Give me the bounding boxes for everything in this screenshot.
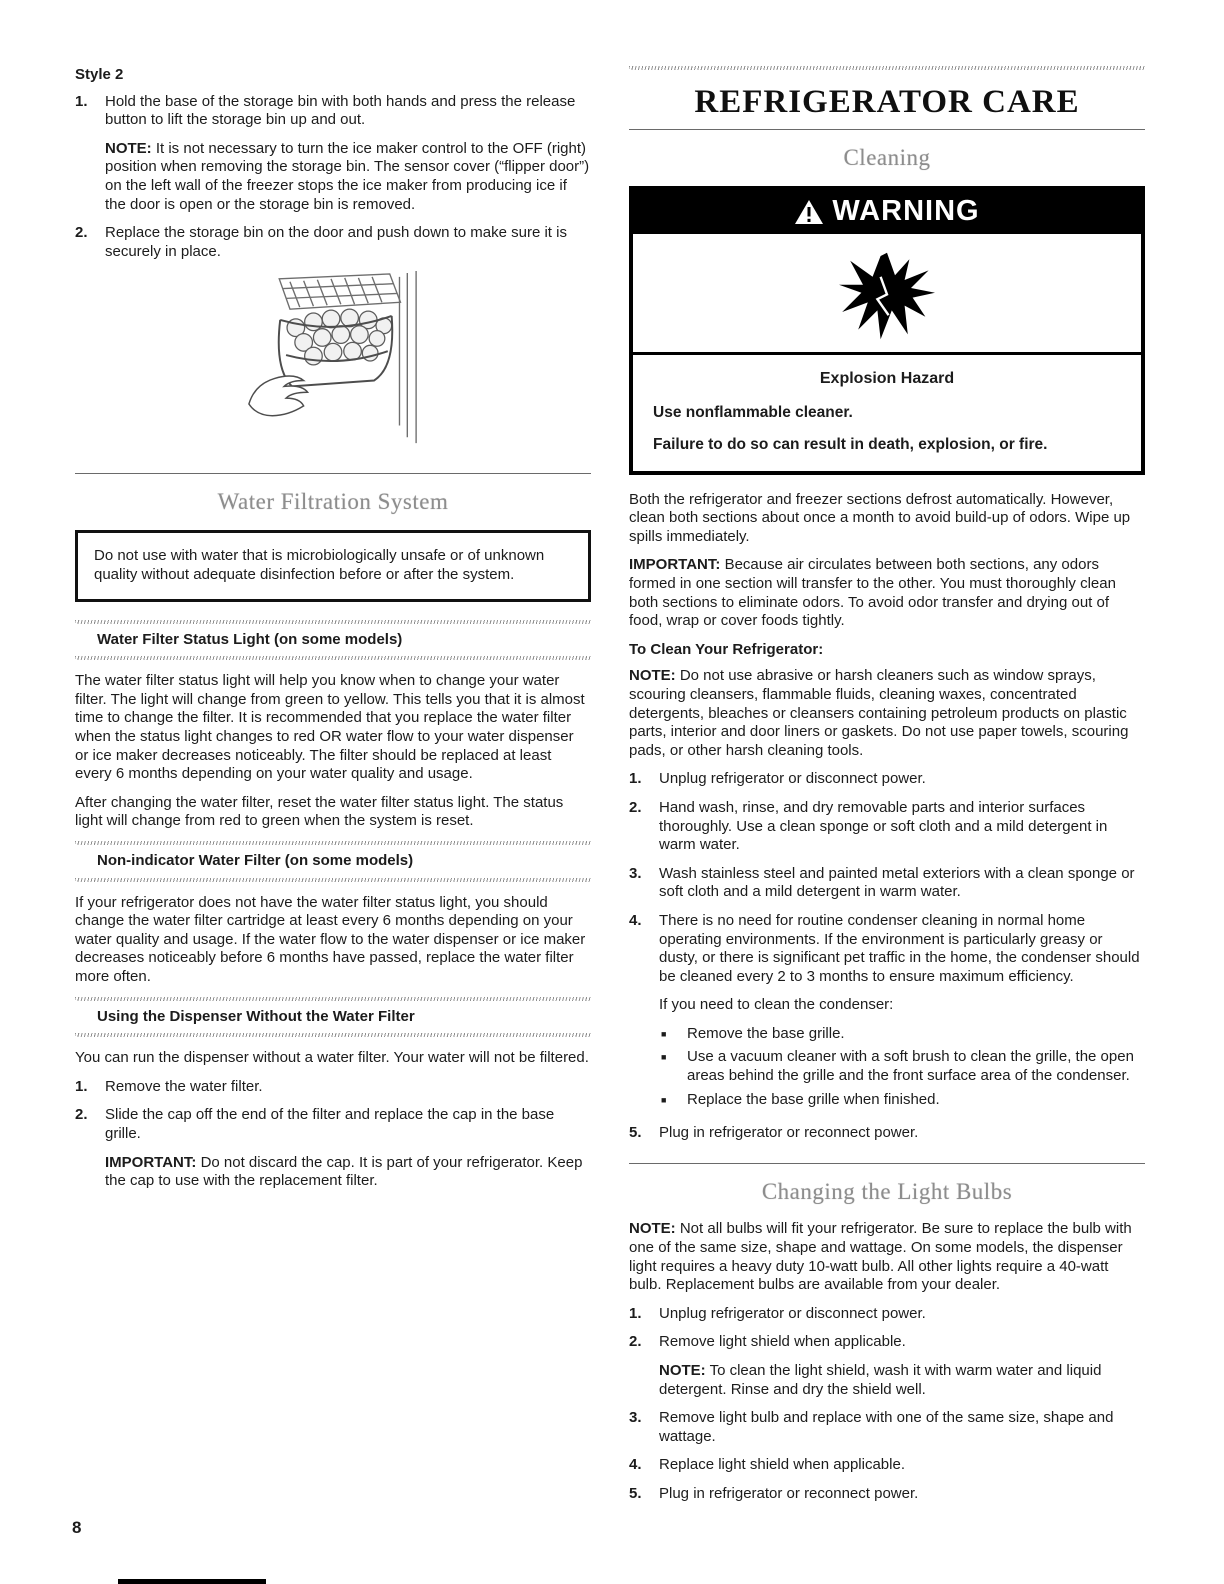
step-body: [659, 1409, 1145, 1446]
right-column: [629, 66, 1145, 1514]
note-label: NOTE:: [629, 667, 676, 685]
warning-line: Failure to do so can result in death, explosion, or fire.: [653, 436, 1048, 454]
square-bullet-icon: [661, 1091, 687, 1110]
step-number: 2.: [629, 798, 642, 816]
step-body: [105, 1106, 591, 1190]
important-paragraph: [105, 1154, 591, 1191]
step-body: [659, 912, 1145, 1114]
warning-triangle-icon: [794, 199, 824, 225]
divider: [629, 1163, 1145, 1164]
storage-bin-illustration: [75, 271, 591, 453]
step-text: Remove light shield when applicable.: [659, 1333, 906, 1351]
square-bullet-icon: [661, 1025, 687, 1044]
page-number: 8: [72, 1517, 82, 1537]
important-text: Because air circulates between both sections, any odors formed in one section will transfer to the other. You must thoroughly clean both sections to eliminate odors. To avoid odor transfer and drying out of food, wrap or cover foods tightly.: [629, 556, 1116, 630]
warning-header-label: WARNING: [832, 195, 980, 228]
note-text: Not all bulbs will fit your refrigerator. Be sure to replace the bulb with one of the same size, shape and wattage. On some models, the dispenser light requires a heavy duty 10-watt bulb. All other lights require a 40-watt bulb. Replacement bulbs are available from your dealer.: [629, 1220, 1132, 1294]
step-item: [75, 93, 591, 215]
note-text: It is not necessary to turn the ice maker control to the OFF (right) position when removing the storage bin. The sensor cover (“flipper door”) on the left wall of the freezer stops the ice maker from producing ice if the door is open or the storage bin is removed.: [105, 139, 590, 213]
step-text: There is no need for routine condenser cleaning in normal home operating environments. If the environment is particularly greasy or dusty, or there is significant pet traffic in the home, the condenser should be cleaned every 2 to 3 months to ensure maximum efficiency.: [659, 911, 1140, 985]
step-text: Wash stainless steel and painted metal exteriors with a clean sponge or soft cloth and a mild detergent in warm water.: [659, 864, 1135, 901]
step-body: [659, 770, 1145, 789]
step-body: [105, 224, 591, 261]
step-item: [629, 1124, 1145, 1143]
warning-body: [633, 355, 1141, 470]
step-number: 1.: [629, 1304, 642, 1322]
step-number: 2.: [75, 224, 88, 242]
status-light-heading: Water Filter Status Light (on some models): [97, 630, 403, 648]
explosion-icon: [839, 250, 935, 342]
step-body: [105, 93, 591, 215]
step-number: 4.: [629, 1456, 642, 1474]
refrigerator-care-title: REFRIGERATOR CARE: [694, 84, 1080, 120]
important-text: Do not discard the cap. It is part of your refrigerator. Keep the cap to use with the replacement filter.: [105, 1153, 583, 1190]
hatch-divider: [75, 878, 591, 882]
step-text: Hand wash, rinse, and dry removable parts and interior surfaces thoroughly. Use a clean sponge or soft cloth and a mild detergent in warm water.: [659, 798, 1108, 854]
step-item: [75, 224, 591, 261]
step-item: [629, 770, 1145, 789]
non-indicator-heading: Non-indicator Water Filter (on some models): [97, 851, 414, 869]
left-column: [75, 66, 591, 1514]
step-item: [629, 1305, 1145, 1324]
step-number: 3.: [629, 1409, 642, 1427]
warning-header-bar: [633, 190, 1141, 234]
two-column-layout: [75, 66, 1144, 1514]
note-paragraph: [629, 1220, 1145, 1294]
step-text: Hold the base of the storage bin with both hands and press the release button to lift the storage bin up and out.: [105, 92, 576, 129]
explosion-icon-area: [633, 234, 1141, 355]
step-number: 1.: [75, 92, 88, 110]
paragraph: Both the refrigerator and freezer sections defrost automatically. However, clean both sections about once a month to avoid build-up of odors. Wipe up spills immediately.: [629, 490, 1131, 545]
bullet-item: [659, 1025, 1145, 1044]
step-text: Remove the water filter.: [105, 1077, 263, 1095]
note-text: Do not use abrasive or harsh cleaners such as window sprays, scouring cleansers, flammable fluids, cleaning waxes, concentrated detergents, bleaches or cleansers containing petroleum products on plastic parts, interior and door liners or gaskets. Do not use paper towels, scouring pads, or other harsh cleaning tools.: [629, 667, 1129, 759]
step-item: [629, 865, 1145, 902]
step-number: 2.: [75, 1106, 88, 1124]
divider: [75, 473, 591, 474]
dispenser-without-filter-heading: Using the Dispenser Without the Water Filter: [97, 1007, 415, 1025]
step-text: Plug in refrigerator or reconnect power.: [659, 1124, 919, 1142]
hatch-divider: [629, 66, 1145, 70]
step-item: [629, 1333, 1145, 1399]
important-label: IMPORTANT:: [105, 1153, 197, 1171]
step-text: Plug in refrigerator or reconnect power.: [659, 1484, 919, 1502]
note-paragraph: [105, 140, 591, 214]
hatch-divider: [75, 656, 591, 660]
step-body: [659, 1333, 1145, 1399]
note-label: NOTE:: [105, 139, 152, 157]
step-body: [659, 1124, 1145, 1143]
important-label: IMPORTANT:: [629, 556, 721, 574]
note-paragraph: [659, 1362, 1145, 1399]
style2-heading: Style 2: [75, 66, 124, 83]
footer-mark: [118, 1579, 266, 1584]
step-item: [629, 1456, 1145, 1475]
explosion-warning-box: [629, 186, 1145, 474]
note-label: NOTE:: [659, 1361, 706, 1379]
step-text: Slide the cap off the end of the filter and replace the cap in the base grille.: [105, 1106, 555, 1142]
paragraph: After changing the water filter, reset the water filter status light. The status light will change from red to green when the system is reset.: [75, 793, 564, 830]
bullet-item: [659, 1091, 1145, 1110]
paragraph: The water filter status light will help you know when to change your water filter. The light will change from green to yellow. This tells you that it is almost time to change the filter. It is recommended that you replace the water filter when the status light changes to red OR water flow to your water dispenser or ice maker decreases noticeably. The filter should be replaced at least every 6 months depending on your water quality and usage.: [75, 672, 585, 783]
divider: [629, 129, 1145, 130]
bullet-text: Use a vacuum cleaner with a soft brush to clean the grille, the open areas behind the grille and the front surface area of the condenser.: [687, 1048, 1134, 1085]
step-number: 1.: [75, 1077, 88, 1095]
step-body: [659, 1485, 1145, 1504]
bullet-text: Replace the base grille when finished.: [687, 1090, 940, 1108]
warning-line: Use nonflammable cleaner.: [653, 404, 853, 422]
cleaning-heading: Cleaning: [843, 144, 931, 170]
step-item: [629, 1485, 1145, 1504]
step-text: Unplug refrigerator or disconnect power.: [659, 1304, 926, 1322]
note-label: NOTE:: [629, 1220, 676, 1238]
bullet-item: [659, 1048, 1145, 1085]
step-number: 1.: [629, 770, 642, 788]
paragraph: You can run the dispenser without a water filter. Your water will not be filtered.: [75, 1049, 589, 1067]
note-text: To clean the light shield, wash it with warm water and liquid detergent. Rinse and dry the shield well.: [659, 1361, 1102, 1398]
step-number: 5.: [629, 1484, 642, 1502]
step-body: [659, 799, 1145, 855]
step-body: [659, 1305, 1145, 1324]
note-paragraph: [629, 667, 1145, 760]
step-text: Replace the storage bin on the door and push down to make sure it is securely in place.: [105, 224, 567, 260]
step-item: [629, 799, 1145, 855]
water-filtration-heading: Water Filtration System: [217, 488, 449, 514]
step-number: 3.: [629, 864, 642, 882]
important-paragraph: [629, 556, 1145, 630]
paragraph: If your refrigerator does not have the water filter status light, you should change the water filter cartridge at least every 6 months depending on your water quality and usage. If the water flow to the water dispenser or ice maker decreases noticeably before 6 months have passed, replace the water filter more often.: [75, 893, 586, 985]
to-clean-heading: To Clean Your Refrigerator:: [629, 640, 824, 658]
step-text: Replace light shield when applicable.: [659, 1456, 905, 1474]
water-filtration-warning-box: [75, 530, 591, 601]
warning-box-text: Do not use with water that is microbiologically unsafe or of unknown quality without adequate disinfection before or after the system.: [94, 547, 545, 584]
square-bullet-icon: [661, 1048, 687, 1085]
storage-bin-drawing: [225, 271, 441, 447]
step-number: 4.: [629, 911, 642, 929]
hazard-title: Explosion Hazard: [819, 370, 955, 388]
light-bulbs-heading: Changing the Light Bulbs: [761, 1178, 1013, 1204]
condenser-intro-text: If you need to clean the condenser:: [659, 996, 894, 1014]
step-number: 2.: [629, 1333, 642, 1351]
step-text: Unplug refrigerator or disconnect power.: [659, 770, 926, 788]
step-body: [105, 1078, 591, 1097]
step-text: Remove light bulb and replace with one of the same size, shape and wattage.: [659, 1409, 1114, 1445]
step-item: [629, 912, 1145, 1114]
step-body: [659, 1456, 1145, 1475]
bullet-text: Remove the base grille.: [687, 1024, 845, 1042]
step-item: [75, 1078, 591, 1097]
step-number: 5.: [629, 1124, 642, 1142]
hatch-divider: [75, 1033, 591, 1037]
step-item: [75, 1106, 591, 1190]
step-item: [629, 1409, 1145, 1446]
step-body: [659, 865, 1145, 902]
